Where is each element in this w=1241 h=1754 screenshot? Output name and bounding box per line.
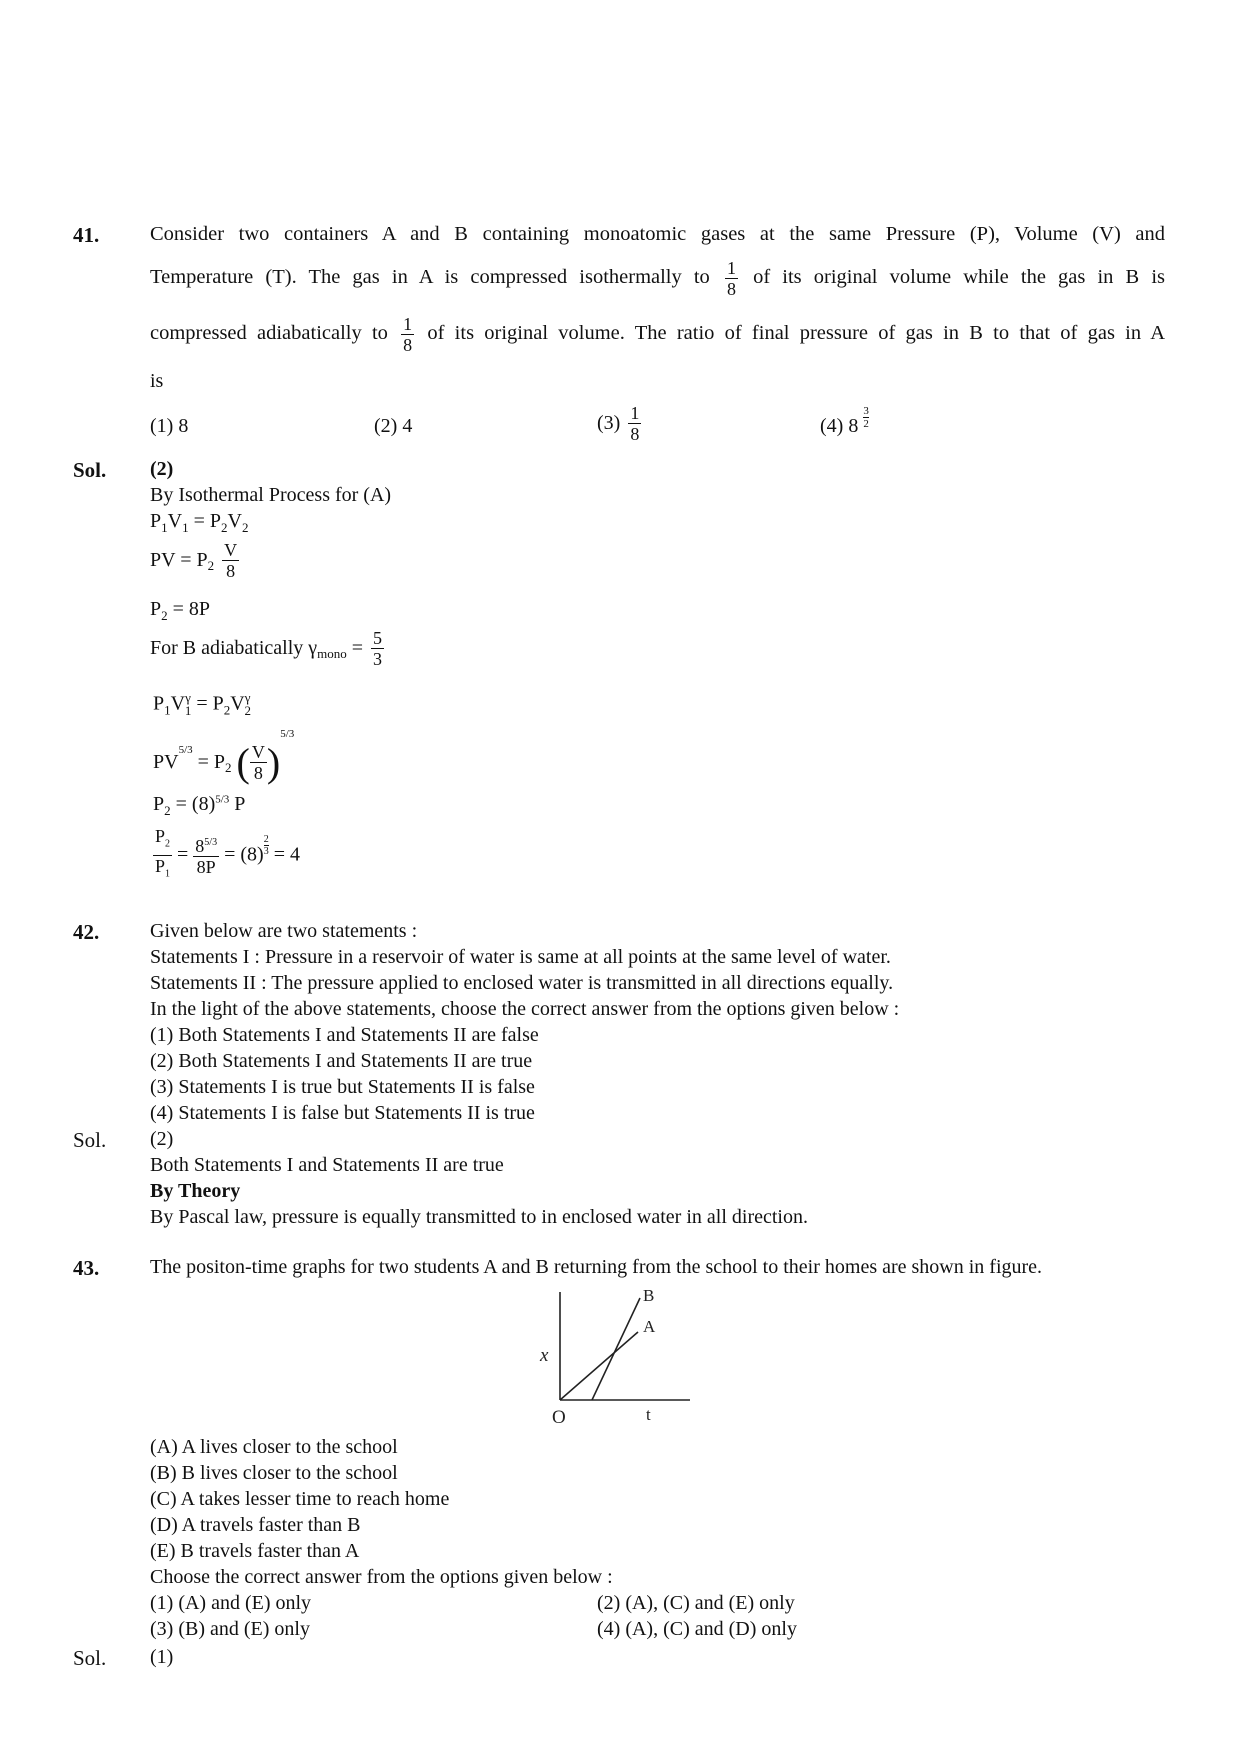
solution-equation [150, 540, 242, 581]
eq-text: P [153, 793, 165, 815]
solution-line: By Pascal law, pressure is equally transmitted to in enclosed water in all direction. [150, 1206, 808, 1228]
eq-text: V [227, 510, 242, 532]
x-axis-label: t [646, 1405, 651, 1424]
option-1[interactable]: (1) 8 [150, 415, 189, 437]
option-2[interactable]: (2) (A), (C) and (E) only [597, 1592, 795, 1614]
solution-equation [153, 690, 251, 719]
eq-sub: 1 [165, 868, 171, 880]
exponent-denominator: 3 [263, 845, 269, 857]
question-text: Consider two containers A and B containing monoatomic gases at the same Pressure (P), Volume (V) and [150, 223, 1165, 245]
question-text-line [150, 223, 1165, 246]
question-text-line [150, 311, 1165, 355]
statement-2: Statements II : The pressure applied to enclosed water is transmitted in all directions equally. [150, 972, 894, 994]
position-time-graph [530, 1282, 700, 1432]
option-4[interactable] [820, 405, 869, 437]
fraction-numerator: 1 [726, 257, 736, 278]
solution-line: By Isothermal Process for (A) [150, 484, 392, 506]
solution-equation [150, 598, 210, 624]
line-b-label: B [643, 1286, 655, 1305]
solution-answer: (1) [150, 1646, 174, 1668]
option-label: (3) [597, 412, 621, 434]
question-text: Choose the correct answer from the options given below : [150, 1566, 613, 1588]
question-text: of its original volume. The ratio of final pressure of gas in B to that of gas in A [427, 322, 1166, 344]
eq-text: = [346, 637, 369, 659]
eq-text: P [229, 793, 246, 815]
fraction-denominator: 8 [726, 278, 736, 299]
line-a [560, 1332, 638, 1400]
question-text: Given below are two statements : [150, 920, 418, 942]
eq-text: P [150, 510, 162, 532]
statement-c: (C) A takes lesser time to reach home [150, 1488, 450, 1510]
fraction [401, 314, 414, 355]
solution-equation [153, 826, 300, 884]
exponent-numerator: 3 [863, 405, 869, 417]
eq-text: PV = P [150, 549, 208, 571]
line-b [592, 1298, 640, 1400]
fraction-numerator: 1 [630, 403, 640, 423]
fraction [250, 742, 267, 783]
fraction-denominator: 8 [403, 334, 413, 355]
question-text: compressed adiabatically to [150, 322, 388, 344]
y-axis-label: x [540, 1345, 549, 1366]
option-2[interactable]: (2) Both Statements I and Statements II are true [150, 1050, 533, 1072]
solution-equation [153, 793, 245, 819]
fraction [371, 628, 384, 669]
question-number: 42. [73, 920, 100, 944]
exponent-numerator: 2 [263, 833, 269, 845]
fraction [628, 403, 641, 444]
eq-text: V [170, 692, 186, 715]
eq-sub: 2 [161, 608, 168, 623]
solution-label: Sol. [73, 1128, 107, 1152]
eq-text: V [230, 692, 245, 715]
eq-sub: mono [317, 646, 347, 662]
eq-sub: 2 [164, 803, 171, 818]
eq-text: P [150, 598, 162, 620]
origin-label: O [552, 1407, 566, 1428]
eq-sup: 5/3 [204, 837, 218, 849]
fraction-denominator: 8P [193, 856, 219, 877]
eq-sub: 2 [165, 838, 171, 850]
option-1[interactable]: (1) Both Statements I and Statements II are false [150, 1024, 539, 1046]
fraction-numerator: 5 [373, 628, 383, 648]
fraction-denominator: 8 [250, 762, 267, 783]
line-a-label: A [643, 1317, 656, 1336]
exponent-denominator: 2 [863, 418, 869, 430]
statement-e: (E) B travels faster than A [150, 1540, 360, 1562]
eq-text: For B adiabatically γ [150, 637, 318, 659]
solution-equation [153, 728, 294, 786]
eq-text: = P [192, 750, 226, 773]
question-text: The positon-time graphs for two students A and B returning from the school to their homes are shown in figure. [150, 1256, 1043, 1278]
fraction-numerator: V [251, 741, 265, 762]
eq-sub: 2 [244, 702, 251, 718]
eq-text: = P [188, 510, 221, 532]
question-text: Temperature (T). The gas in A is compressed isothermally to [150, 266, 710, 288]
eq-sup: γ [185, 690, 191, 705]
eq-sup: 5/3 [215, 793, 230, 806]
eq-sub: 2 [207, 558, 215, 574]
option-3[interactable]: (3) Statements I is true but Statements II is false [150, 1076, 535, 1098]
question-text-line [150, 255, 1165, 299]
paren-open: ( [236, 739, 250, 785]
solution-equation [150, 628, 387, 669]
fraction-numerator [153, 826, 172, 855]
solution-answer: (2) [150, 1128, 174, 1150]
fraction-denominator [153, 855, 172, 885]
eq-text: = P [191, 692, 224, 715]
eq-text: = (8) [219, 843, 264, 866]
eq-sub: 1 [184, 702, 192, 718]
solution-label: Sol. [73, 458, 107, 482]
statement-a: (A) A lives closer to the school [150, 1436, 398, 1458]
option-label: (4) [820, 415, 844, 437]
solution-answer: (2) [150, 458, 174, 480]
eq-sub: 1 [182, 520, 189, 535]
option-3[interactable] [597, 403, 644, 444]
eq-sub: 2 [225, 760, 232, 775]
statement-1: Statements I : Pressure in a reservoir of water is same at all points at the same level of water. [150, 946, 891, 968]
option-1[interactable]: (1) (A) and (E) only [150, 1592, 312, 1614]
paren-close: ) [266, 739, 281, 785]
eq-text: = [172, 843, 194, 866]
eq-sub: 1 [164, 702, 171, 718]
fraction-denominator: 8 [222, 560, 239, 581]
eq-text: V [167, 510, 183, 532]
solution-label: Sol. [73, 1646, 107, 1670]
solution-equation [150, 510, 248, 536]
fraction [193, 833, 219, 877]
eq-text: = 8P [167, 598, 211, 620]
solution-line: Both Statements I and Statements II are true [150, 1154, 504, 1176]
statement-b: (B) B lives closer to the school [150, 1462, 398, 1484]
question-text: is [150, 370, 164, 392]
power-exponent [863, 405, 869, 430]
fraction [725, 258, 738, 299]
eq-text: P [155, 826, 166, 846]
question-text: In the light of the above statements, choose the correct answer from the options given below : [150, 998, 900, 1020]
question-number: 43. [73, 1256, 100, 1280]
eq-sub: 1 [161, 520, 168, 535]
eq-text: 8 [195, 836, 205, 857]
eq-text: P [153, 692, 165, 715]
solution-heading: By Theory [150, 1180, 241, 1202]
eq-sup: 5/3 [178, 744, 193, 756]
option-2[interactable]: (2) 4 [374, 415, 413, 437]
fraction-numerator [193, 833, 219, 856]
statement-d: (D) A travels faster than B [150, 1514, 361, 1536]
eq-sup: γ [244, 690, 251, 705]
fraction-numerator: V [224, 540, 238, 560]
eq-sub: 2 [241, 520, 249, 535]
fraction [153, 826, 172, 884]
eq-sup: 5/3 [280, 728, 295, 740]
option-4[interactable]: (4) Statements I is false but Statements II is true [150, 1102, 535, 1124]
eq-text: PV [153, 750, 179, 773]
option-3[interactable]: (3) (B) and (E) only [150, 1618, 310, 1640]
fraction-denominator: 8 [630, 424, 640, 444]
question-text: of its original volume while the gas in B is [753, 266, 1166, 288]
eq-text: = 4 [268, 843, 300, 866]
eq-sub: 2 [223, 702, 231, 718]
fraction-denominator: 3 [373, 649, 383, 669]
question-number: 41. [73, 223, 100, 247]
eq-sub: 2 [220, 520, 228, 535]
power-base: 8 [848, 415, 859, 437]
eq-text: = (8) [170, 793, 216, 815]
eq-text: P [155, 855, 166, 876]
option-4[interactable]: (4) (A), (C) and (D) only [597, 1618, 797, 1640]
fraction-numerator: 1 [403, 313, 413, 334]
fraction [222, 540, 239, 581]
